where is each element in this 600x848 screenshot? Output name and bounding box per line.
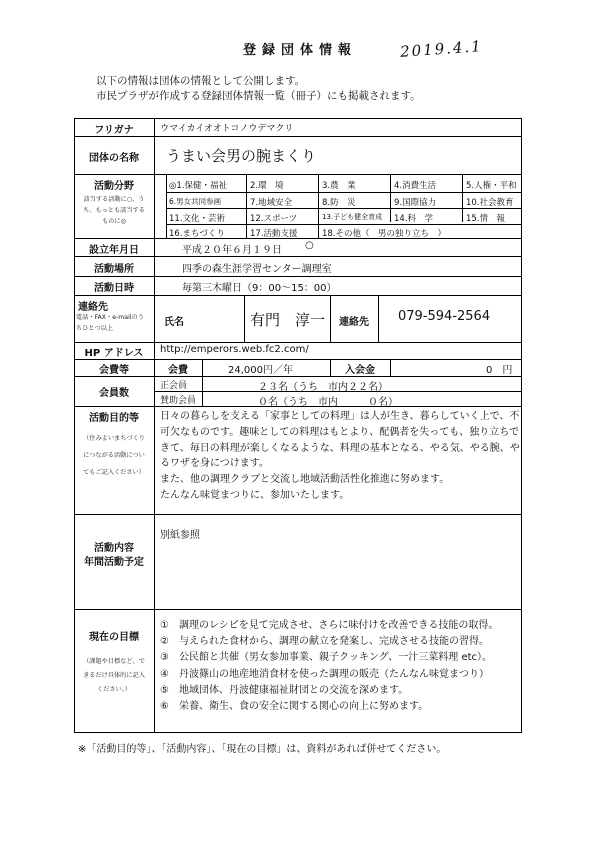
page-title: 登録団体情報 (242, 43, 357, 58)
group-name-value: うまい会男の腕まくり (166, 147, 317, 165)
goal-item: ③ 公民館と共催（男女参加事業、親子クッキング、一汁三菜料理 etc）。 (160, 652, 493, 664)
datetime-label: 活動日時 (94, 283, 134, 294)
purpose-label: 活動目的等 (89, 413, 139, 424)
footnote: ※「活動目的等」、「活動内容」、「現在の目標」は、資料があれば併せてください。 (78, 744, 447, 755)
goals-note (74, 655, 154, 697)
fees-label: 会費等 (99, 365, 129, 376)
category-2: 2.環 境 (250, 181, 284, 191)
goal-item: ⑥ 栄養、衛生、食の安全に関する関心の向上に努めます。 (160, 701, 429, 713)
purpose-line: きて、毎日の料理が楽しくなるような、料理の基本となる、やる気、やる腕、や (160, 442, 520, 454)
contact-note-line-1: 電話・FAX・e-mailのう (76, 314, 144, 321)
datetime-value: 毎第三木曜日（9：00～15：00） (182, 283, 337, 294)
purpose-note-line-1: （住みよいまちづくり (83, 435, 145, 442)
category-3: 3.農 業 (322, 181, 356, 191)
field-note-line-2: ち、もっとも該当する (83, 207, 145, 214)
category-15: 15.情 報 (466, 214, 506, 224)
purpose-note-line-3: てもご記入ください） (83, 469, 145, 476)
category-6: 6.男女共同参画 (169, 197, 222, 206)
category-14: 14.科 学 (394, 214, 434, 224)
support-members-value: ０名（うち 市内 ０名） (258, 397, 398, 408)
entry-fee-value: 0 円 (486, 365, 513, 376)
field-label: 活動分野 (94, 181, 134, 192)
contact-type-label: 連絡先 (339, 317, 369, 328)
established-mark: ○ (305, 240, 314, 251)
hp-url[interactable]: http://emperors.web.fc2.com/ (160, 344, 309, 355)
established-value: 平成２０年６月１９日 (182, 245, 282, 256)
category-12: 12.スポーツ (250, 214, 298, 224)
fee-label: 会費 (168, 365, 188, 376)
category-7: 7.地域安全 (250, 198, 293, 208)
category-13: 13.子ども健全育成 (322, 213, 383, 221)
furigana-value: ウマイカイオオトコノウデマクリ (160, 124, 294, 134)
double-circle-mark: ◎ (169, 181, 177, 191)
category-9: 9.国際協力 (394, 198, 437, 208)
activity-value: 別紙参照 (160, 530, 200, 541)
goals-list (160, 618, 498, 715)
intro-line-2: 市民プラザが作成する登録団体情報一覧（冊子）にも掲載されます。 (96, 90, 421, 102)
purpose-text (160, 409, 520, 504)
category-16: 16.まちづくり (169, 229, 225, 239)
category-8: 8.防 災 (322, 198, 356, 208)
category-4: 4.消費生活 (394, 181, 437, 191)
goal-item: ④ 丹波篠山の地産地消食材を使った調理の販売（たんなん味覚まつり） (160, 668, 489, 680)
support-members-label: 賛助会員 (160, 396, 197, 406)
name-label: 氏名 (164, 317, 184, 328)
fee-value: 24,000円／年 (228, 365, 293, 376)
field-note-line-1: 該当する活動に○、う (83, 196, 145, 203)
purpose-line: たんなん味覚まつりに、参加いたします。 (160, 489, 350, 501)
contact-note (76, 312, 154, 334)
purpose-line: 可欠なものです。趣味としての料理はもとより、配偶者を失っても、独り立ちで (160, 426, 520, 438)
field-note (74, 194, 154, 227)
goals-note-line-2: きるだけ具体的に記入 (83, 672, 145, 679)
hp-label: HP アドレス (84, 348, 144, 359)
category-17: 17.活動支援 (250, 229, 298, 239)
activity-label (74, 542, 154, 570)
regular-members-label: 正会員 (160, 381, 188, 391)
activity-label-line-2: 年間活動予定 (84, 557, 144, 568)
regular-members-value: ２３名（うち 市内２２名） (258, 382, 388, 393)
purpose-note (74, 430, 154, 481)
purpose-note-line-2: につながる活動につい (83, 452, 145, 459)
members-label: 会員数 (99, 388, 129, 399)
phone-number: 079-594-2564 (398, 309, 491, 324)
goal-item: ⑤ 地域団体、丹波健康福祉財団との交流を深めます。 (160, 684, 409, 696)
contact-label: 連絡先 (78, 302, 108, 313)
goal-item: ② 与えられた食材から、調理の献立を発案し、完成させる技能の習得。 (160, 636, 489, 648)
contact-name: 有門 淳一 (250, 311, 326, 329)
purpose-line: るワザを身につけます。 (160, 458, 269, 470)
purpose-line: また、他の調理クラブと交流し地域活動活性化推進に努めます。 (160, 474, 450, 486)
goal-item: ① 調理のレシピを見て完成させ、さらに味付けを改善できる技能の取得。 (160, 620, 499, 631)
intro-text (96, 74, 421, 104)
group-name-label: 団体の名称 (89, 153, 139, 164)
category-1: ◎1.保健・福祉 (169, 181, 228, 191)
purpose-line: 日々の暮らしを支える「家事としての料理」は人が生き、暮らしていく上で、不 (160, 411, 520, 422)
field-note-line-3: ものに◎ (102, 218, 126, 225)
furigana-label: フリガナ (94, 125, 134, 136)
place-value: 四季の森生涯学習センター調理室 (182, 264, 332, 275)
category-5: 5.人権・平和 (466, 181, 517, 191)
handwritten-date: 2019.4.1 (399, 37, 484, 61)
category-18: 18.その他（ 男の独り立ち ） (322, 229, 447, 239)
category-11: 11.文化・芸術 (169, 214, 226, 224)
goals-note-line-3: ください。） (96, 686, 132, 693)
established-label: 設立年月日 (89, 245, 139, 256)
goals-label: 現在の目標 (89, 632, 139, 643)
entry-fee-label: 入会金 (345, 365, 375, 376)
contact-note-line-2: ちひとつ以上 (76, 325, 114, 332)
category-10: 10.社会教育 (466, 198, 514, 208)
activity-label-line-1: 活動内容 (94, 543, 134, 554)
goals-note-line-1: （課題や目標など、で (83, 658, 145, 665)
intro-line-1: 以下の情報は団体の情報として公開します。 (96, 75, 306, 87)
place-label: 活動場所 (94, 264, 134, 275)
